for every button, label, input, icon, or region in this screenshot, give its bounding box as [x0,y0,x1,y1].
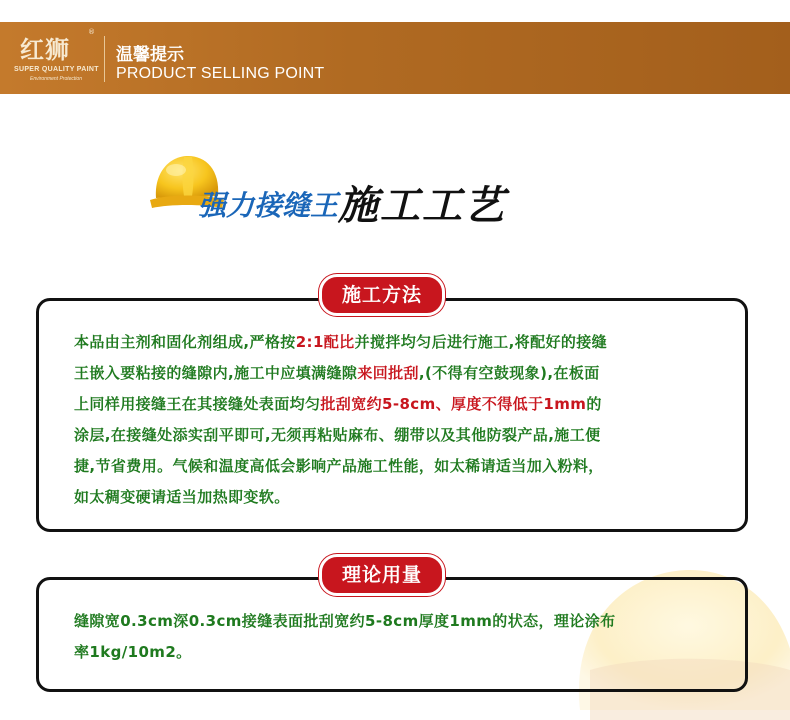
logo-registered-mark: ® [88,28,95,36]
brand-logo [14,28,99,88]
text-segment: 涂层,在接缝处添实刮平即可,无须再粘贴麻布、绷带以及其他防裂产品,施工便 [74,426,601,444]
header-subtitle: PRODUCT SELLING POINT [116,65,325,82]
headline-product-name: 强力接缝王 [198,189,339,222]
headline-construction-process: 施工工艺 [338,183,507,229]
text-segment: 王嵌入要粘接的缝隙内,施工中应填满缝隙 [74,364,358,382]
text-line [74,482,724,513]
text-segment: 缝隙宽0.3cm深0.3cm接缝表面批刮宽约5-8cm厚度1mm的状态，理论涂布 [74,612,616,630]
text-line [74,606,724,637]
text-segment: 的 [586,395,602,413]
header-title: 温馨提示 [116,45,184,65]
header-divider [104,36,105,82]
text-line [74,327,724,358]
method-section-label: 施工方法 [319,274,445,316]
text-segment: 捷,节省费用。气候和温度高低会影响产品施工性能，如太稀请适当加入粉料， [74,457,604,475]
logo-subtagline: Environment Protection [30,76,82,82]
text-line [74,420,724,451]
text-segment: 率1kg/10m2。 [74,643,192,661]
text-line [74,637,724,668]
logo-text: 红狮 [20,35,70,64]
usage-section-label: 理论用量 [319,554,445,596]
logo-tagline: SUPER QUALITY PAINT [14,66,99,73]
text-line [74,389,724,420]
method-description [74,327,724,513]
text-segment: 本品由主剂和固化剂组成,严格按 [74,333,296,351]
highlighted-text: 批刮宽约5-8cm、厚度不得低于1mm [320,395,587,413]
text-line [74,358,724,389]
headline [198,170,506,227]
header-banner [0,22,790,94]
text-line [74,451,724,482]
text-segment: 并搅拌均匀后进行施工,将配好的接缝 [354,333,608,351]
text-segment: ,(不得有空鼓现象),在板面 [418,364,600,382]
usage-description [74,606,724,668]
text-segment: 如太稠变硬请适当加热即变软。 [74,488,290,506]
highlighted-text: 2:1配比 [295,333,355,351]
highlighted-text: 来回批刮 [357,364,419,382]
text-segment: 上同样用接缝王在其接缝处表面均匀 [74,395,321,413]
